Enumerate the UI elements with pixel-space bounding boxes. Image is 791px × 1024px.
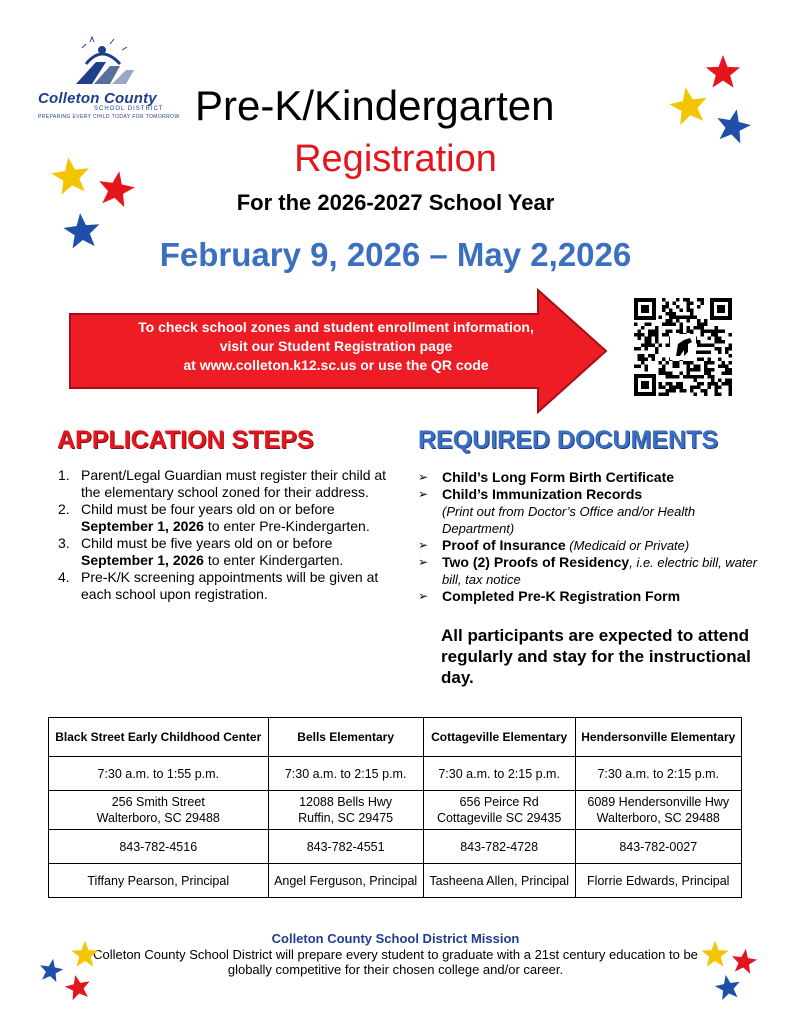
school-phone: 843-782-0027 bbox=[575, 830, 741, 864]
application-steps-list bbox=[58, 467, 390, 603]
school-name: Bells Elementary bbox=[268, 718, 423, 757]
step-date: September 1, 2026 bbox=[81, 552, 204, 568]
school-principal: Tiffany Pearson, Principal bbox=[49, 864, 269, 898]
step-text: Parent/Legal Guardian must register their child at the elementary school zoned for their address. bbox=[81, 467, 387, 500]
document-item bbox=[418, 537, 768, 554]
school-info-table bbox=[48, 717, 742, 898]
document-note: , i.e. electric bill, water bill, tax notice bbox=[442, 555, 758, 587]
step-item bbox=[58, 535, 390, 569]
step-number: 4. bbox=[58, 569, 70, 585]
district-logo bbox=[36, 36, 178, 126]
star-icon-blue bbox=[714, 108, 752, 146]
school-phone: 843-782-4551 bbox=[268, 830, 423, 864]
application-steps-heading: APPLICATION STEPS bbox=[57, 426, 314, 454]
arrow-banner-text bbox=[98, 318, 574, 375]
table-row-principal bbox=[49, 864, 742, 898]
document-name: Proof of Insurance bbox=[442, 537, 566, 553]
step-text: Child must be four years old on or before bbox=[81, 501, 335, 517]
arrow-bullet-icon: ➢ bbox=[418, 538, 429, 552]
school-hours: 7:30 a.m. to 2:15 p.m. bbox=[423, 757, 575, 791]
step-number: 3. bbox=[58, 535, 70, 551]
address-line-2: Walterboro, SC 29488 bbox=[96, 811, 220, 825]
step-item bbox=[58, 501, 390, 535]
step-item bbox=[58, 467, 390, 501]
star-icon-blue bbox=[714, 974, 742, 1002]
school-address bbox=[423, 791, 575, 830]
star-icon-yellow bbox=[668, 86, 710, 128]
address-line-1: 12088 Bells Hwy bbox=[299, 795, 393, 809]
arrow-line-1: To check school zones and student enrollment information, bbox=[138, 319, 534, 335]
address-line-2: Cottageville SC 29435 bbox=[436, 811, 562, 825]
star-icon-yellow bbox=[700, 940, 730, 970]
document-note: (Print out from Doctor’s Office and/or Health Department) bbox=[442, 504, 696, 536]
logo-tagline: PREPARING EVERY CHILD TODAY FOR TOMORROW bbox=[38, 114, 180, 120]
step-text-end: to enter Pre-Kindergarten. bbox=[203, 518, 370, 534]
mission-heading: Colleton County School District Mission bbox=[271, 931, 520, 946]
table-row-phone bbox=[49, 830, 742, 864]
arrow-bullet-icon: ➢ bbox=[418, 555, 429, 569]
document-name: Child’s Immunization Records bbox=[442, 486, 643, 502]
school-principal: Florrie Edwards, Principal bbox=[575, 864, 741, 898]
required-documents-list bbox=[418, 469, 768, 605]
school-name: Hendersonville Elementary bbox=[575, 718, 741, 757]
school-address bbox=[49, 791, 269, 830]
document-name: Two (2) Proofs of Residency bbox=[442, 554, 630, 570]
document-item bbox=[418, 588, 768, 605]
address-line-1: 6089 Hendersonville Hwy bbox=[587, 795, 730, 809]
star-icon-red bbox=[730, 948, 758, 976]
arrow-bullet-icon: ➢ bbox=[418, 470, 429, 484]
required-documents-heading: REQUIRED DOCUMENTS bbox=[418, 426, 719, 454]
page-title: Pre-K/Kindergarten bbox=[195, 82, 555, 129]
address-line-1: 256 Smith Street bbox=[111, 795, 205, 809]
school-phone: 843-782-4728 bbox=[423, 830, 575, 864]
step-date: September 1, 2026 bbox=[81, 518, 204, 534]
address-line-1: 656 Peirce Rd bbox=[459, 795, 539, 809]
arrow-line-3: at www.colleton.k12.sc.us or use the QR code bbox=[183, 357, 489, 373]
star-icon-yellow bbox=[50, 156, 92, 198]
school-hours: 7:30 a.m. to 2:15 p.m. bbox=[268, 757, 423, 791]
document-item bbox=[418, 469, 768, 486]
registration-dates: February 9, 2026 – May 2,2026 bbox=[159, 236, 632, 273]
school-year-subtitle: For the 2026-2027 School Year bbox=[236, 190, 555, 215]
arrow-line-2: visit our Student Registration page bbox=[219, 338, 453, 354]
school-address bbox=[268, 791, 423, 830]
step-number: 2. bbox=[58, 501, 70, 517]
star-icon-blue bbox=[38, 958, 64, 984]
school-hours: 7:30 a.m. to 2:15 p.m. bbox=[575, 757, 741, 791]
page-title-registration: Registration bbox=[294, 138, 497, 180]
school-name: Cottageville Elementary bbox=[423, 718, 575, 757]
document-item bbox=[418, 486, 768, 537]
table-row-address bbox=[49, 791, 742, 830]
star-icon-red bbox=[96, 170, 136, 210]
school-name: Black Street Early Childhood Center bbox=[49, 718, 269, 757]
school-address bbox=[575, 791, 741, 830]
school-principal: Angel Ferguson, Principal bbox=[268, 864, 423, 898]
address-line-2: Ruffin, SC 29475 bbox=[298, 811, 394, 825]
mission-statement: Colleton County School District will prepare every student to graduate with a 21st century education to be globally competitive for their chosen college and/or career. bbox=[93, 947, 698, 977]
attendance-note: All participants are expected to attend regularly and stay for the instructional day. bbox=[441, 626, 751, 687]
step-number: 1. bbox=[58, 467, 70, 483]
star-icon-red bbox=[64, 974, 92, 1002]
logo-name: Colleton County bbox=[38, 90, 157, 107]
document-name: Completed Pre-K Registration Form bbox=[442, 588, 681, 604]
step-text: Child must be five years old on or before bbox=[81, 535, 333, 551]
table-row-hours bbox=[49, 757, 742, 791]
document-name: Child’s Long Form Birth Certificate bbox=[442, 469, 675, 485]
table-header-row bbox=[49, 718, 742, 757]
star-icon-blue bbox=[62, 212, 102, 252]
step-text-end: to enter Kindergarten. bbox=[203, 552, 344, 568]
logo-emblem-icon bbox=[36, 36, 178, 96]
school-phone: 843-782-4516 bbox=[49, 830, 269, 864]
school-hours: 7:30 a.m. to 1:55 p.m. bbox=[49, 757, 269, 791]
star-icon-yellow bbox=[70, 940, 100, 970]
arrow-bullet-icon: ➢ bbox=[418, 589, 429, 603]
school-principal: Tasheena Allen, Principal bbox=[423, 864, 575, 898]
step-item bbox=[58, 569, 390, 603]
document-note: (Medicaid or Private) bbox=[565, 538, 690, 553]
qr-code[interactable] bbox=[634, 298, 732, 396]
logo-subtitle: SCHOOL DISTRICT bbox=[94, 106, 164, 112]
arrow-bullet-icon: ➢ bbox=[418, 487, 429, 501]
step-text: Pre-K/K screening appointments will be given at each school upon registration. bbox=[81, 569, 379, 602]
document-item bbox=[418, 554, 768, 588]
address-line-2: Walterboro, SC 29488 bbox=[596, 811, 720, 825]
